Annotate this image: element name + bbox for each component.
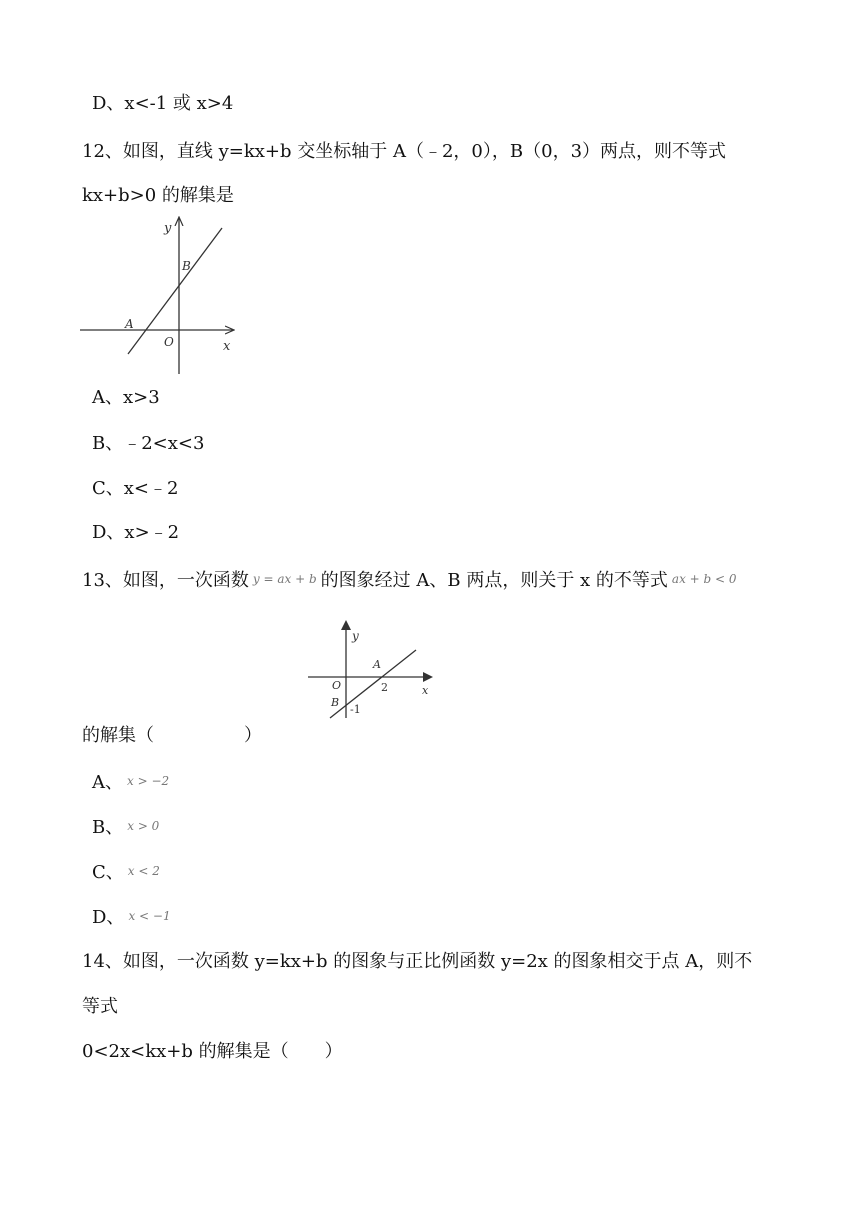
q13-label-neg1: -1 xyxy=(350,703,361,716)
q14-stem-line1: 14、如图，一次函数 y=kx+b 的图象与正比例函数 y=2x 的图象相交于点 A，则不 xyxy=(82,951,753,972)
q12-label-y: y xyxy=(164,221,172,236)
q13-option-c xyxy=(92,859,164,885)
q12-option-b: B、﹣2<x<3 xyxy=(92,433,205,454)
q12-label-x: x xyxy=(223,339,231,354)
q13-formula-inequality: ax + b < 0 xyxy=(671,572,737,586)
q12-stem-line2: kx+b>0 的解集是 xyxy=(82,185,234,206)
q13-option-c-prefix: C、 xyxy=(92,862,124,883)
q13-label-a: A xyxy=(373,658,381,671)
q12-option-a: A、x>3 xyxy=(92,387,160,408)
q14-stem-line3: 0<2x<kx+b 的解集是（ ） xyxy=(82,1041,343,1062)
q12-figure xyxy=(78,214,248,380)
q11-option-d: D、x<-1 或 x>4 xyxy=(92,93,234,114)
q14-stem-line2: 等式 xyxy=(82,996,118,1017)
q13-figure xyxy=(304,618,440,724)
q13-option-b-formula: x > 0 xyxy=(127,819,160,833)
q12-label-b: B xyxy=(182,259,191,273)
q13-option-b xyxy=(92,814,163,840)
q13-option-a-formula: x > −2 xyxy=(127,774,170,788)
q13-option-a-prefix: A、 xyxy=(92,772,123,793)
q13-label-y: y xyxy=(352,629,359,643)
q12-stem-line1: 12、如图，直线 y=kx+b 交坐标轴于 A（﹣2，0），B（0，3）两点，则不等式 xyxy=(82,141,727,162)
q12-graph-line xyxy=(128,228,222,354)
q12-label-o: O xyxy=(164,335,174,349)
q13-option-d-formula: x < −1 xyxy=(128,909,171,923)
q13-stem-line1 xyxy=(82,567,741,593)
q13-label-2: 2 xyxy=(381,681,388,694)
q13-label-x: x xyxy=(422,684,429,697)
q13-stem-middle: 的图象经过 A、B 两点，则关于 x 的不等式 xyxy=(320,570,668,591)
q13-stem-prefix: 13、如图，一次函数 xyxy=(82,570,249,591)
q13-option-d-prefix: D、 xyxy=(92,907,125,928)
q13-label-b: B xyxy=(331,696,340,709)
q13-stem-line2: 的解集（ ） xyxy=(82,725,262,746)
q12-label-a: A xyxy=(125,317,134,331)
q13-formula-function: y = ax + b xyxy=(252,572,317,586)
q13-option-d xyxy=(92,904,175,930)
q13-option-b-prefix: B、 xyxy=(92,817,124,838)
q13-option-a xyxy=(92,769,173,795)
q12-option-d: D、x>﹣2 xyxy=(92,522,180,543)
q13-option-c-formula: x < 2 xyxy=(127,864,160,878)
q12-option-c: C、x<﹣2 xyxy=(92,478,179,499)
q13-label-o: O xyxy=(332,679,342,692)
